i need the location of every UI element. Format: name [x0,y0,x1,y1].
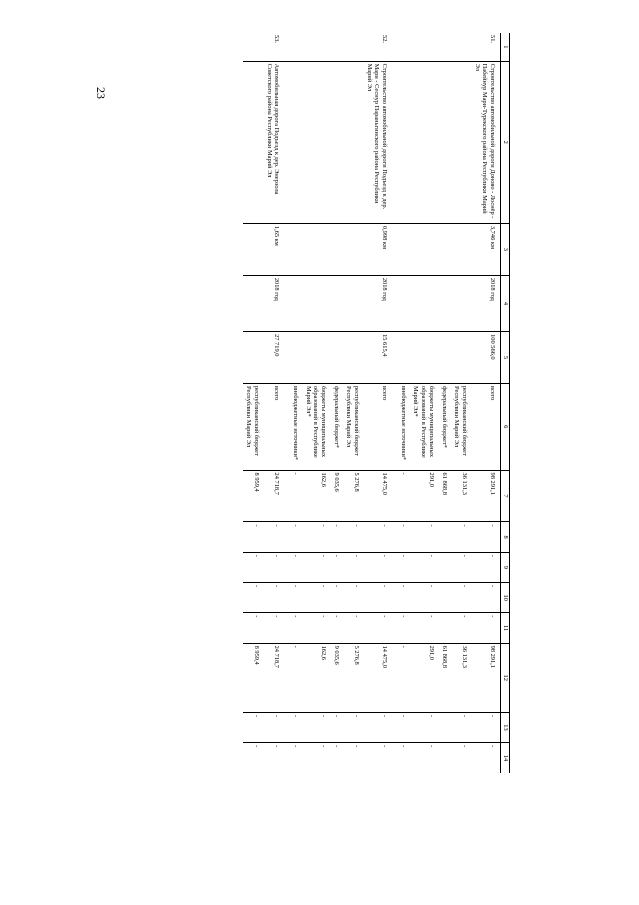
column-header-7: 7 [501,470,510,522]
table-cell-col-7: 5 276,8 [344,470,364,522]
table-cell-col-11: - [290,613,303,643]
table-row [303,33,331,773]
table-cell-col-11: - [364,613,392,643]
table-cell-col-6: внебюджетные источники* [398,383,411,470]
table-cell-col-1: 53. [264,33,284,61]
spacer-cell [392,275,398,331]
table-cell-col-6: внебюджетные источники* [290,383,303,470]
table-cell-col-12: 8 959,4 [244,643,264,712]
table-cell-col-1 [303,33,331,61]
spacer-cell [392,552,398,582]
table-cell-col-13: - [411,712,439,742]
table-cell-col-12: - [398,643,411,712]
table-cell-col-10: - [290,583,303,613]
table-cell-col-10: - [452,583,472,613]
table-cell-col-11: - [452,613,472,643]
table-cell-col-9: - [244,552,264,582]
table-cell-col-5 [398,332,411,384]
table-cell-col-2 [439,61,452,223]
table-cell-col-2 [452,61,472,223]
table-cell-col-6: федеральный бюджет* [331,383,344,470]
table-cell-col-1 [244,33,264,61]
column-header-12: 12 [501,643,510,712]
column-header-1: 1 [501,33,510,61]
table-cell-col-14: - [427,745,435,748]
table-cell-col-10: - [244,583,264,613]
table-cell-col-3 [411,223,439,275]
column-header-3: 3 [501,223,510,275]
spacer-cell [392,61,398,223]
table-row [290,33,303,773]
table-cell-col-12: 9 035,6 [331,643,344,712]
column-header-6: 6 [501,383,510,470]
table-cell-col-6: бюджеты муниципальных образований в Республике Марий Эл* [303,383,331,470]
table-cell-col-12: 24 718,7 [264,643,284,712]
table-cell-col-6: республиканский бюджет Республики Марий Эл [452,383,472,470]
table-cell-col-14: - [252,745,260,748]
spacer-cell [284,552,290,582]
table-cell-col-12: 14 475,0 [364,643,392,712]
table-cell-col-11: - [331,613,344,643]
table-cell-col-8: - [411,522,439,552]
table-cell-col-2: Строительство автомобильной дороги Доново - Лоснёр - Пабейнур Мари-Турекского района Республики Марий Эл [472,61,501,223]
table-cell-col-9: - [411,552,439,582]
table-cell-col-13: - [398,712,411,742]
table-cell-col-8: - [244,522,264,552]
spacer-cell [284,332,290,384]
table-cell-col-3 [290,223,303,275]
table-cell-col-8: - [344,522,364,552]
spacer-cell [284,33,290,61]
table-cell-col-7: 36 131,3 [452,470,472,522]
table-cell-col-11: - [411,613,439,643]
table-cell-col-2 [331,61,344,223]
table-row [244,33,264,773]
table-cell-col-14: - [332,745,340,748]
table-cell-col-13: - [264,712,284,742]
column-header-11: 11 [501,613,510,643]
table-cell-col-13 [439,712,452,742]
table-cell-col-8: - [472,522,501,552]
table-cell-col-7: 9 035,6 [331,470,344,522]
table-cell-col-14: - [273,745,281,748]
table-cell-col-3 [244,223,264,275]
table-cell-col-2 [411,61,439,223]
table-cell-col-14: - [291,745,299,748]
table-cell-col-6: республиканский бюджет Республики Марий Эл [244,383,264,470]
table-cell-col-2 [303,61,331,223]
table-cell-col-8: - [331,522,344,552]
table-cell-col-1: 51. [472,33,501,61]
spacer-cell [392,613,398,643]
spacer-cell [284,522,290,552]
table-cell-col-5 [331,332,344,384]
table-cell-col-4 [452,275,472,331]
program-table [244,33,511,773]
table-cell-col-5 [244,332,264,384]
spacer-cell [284,583,290,613]
table-cell-col-2: Автомобильная дорога Подъезд к дер. Энерзола Советского района Республики Марий Эл [264,61,284,223]
page-number: 23 [94,87,108,99]
table-cell-col-14: - [489,745,496,748]
table-cell-col-11: - [244,613,264,643]
table-cell-col-8: - [398,522,411,552]
table-cell-col-6: республиканский бюджет Республики Марий Эл [344,383,364,470]
spacer-cell [284,223,290,275]
table-cell-col-5: 15 615,4 [364,332,392,384]
table-cell-col-7: 14 475,0 [364,470,392,522]
table-cell-col-1 [290,33,303,61]
table-cell-col-12: 98 291,1 [472,643,501,712]
row-spacer [284,33,290,773]
table-row [472,33,501,773]
table-cell-col-12: 291,0 [411,643,439,712]
table-cell-col-2 [244,61,264,223]
column-header-13: 13 [501,712,510,742]
table-cell-col-5 [452,332,472,384]
column-header-4: 4 [501,275,510,331]
table-cell-col-12: 61 868,8 [439,643,452,712]
table-cell-col-3 [344,223,364,275]
table-row [364,33,392,773]
table-cell-col-13: - [452,712,472,742]
table-cell-col-6: всего [472,383,501,470]
table-cell-col-10: - [303,583,331,613]
table-cell-col-14: - [399,745,407,748]
table-cell-col-1: 52. [364,33,392,61]
spacer-cell [392,522,398,552]
column-header-10: 10 [501,583,510,613]
table-cell-col-5 [303,332,331,384]
table-cell-col-6: всего [364,383,392,470]
spacer-cell [392,643,398,712]
table-cell-col-9: - [398,552,411,582]
table-cell-col-5: 27 719,0 [264,332,284,384]
spacer-cell [392,332,398,384]
table-cell-col-5 [344,332,364,384]
table-row [331,33,344,773]
table-cell-col-13: - [472,712,501,742]
table-cell-col-7: - [290,470,303,522]
spacer-cell [284,383,290,470]
table-cell-col-4: 2018 год [364,275,392,331]
table-cell-col-5: 100 566,0 [472,332,501,384]
table-cell-col-10: - [411,583,439,613]
table-cell-col-11: - [472,613,501,643]
table-cell-col-3 [439,223,452,275]
spacer-cell [392,383,398,470]
table-row [439,33,452,773]
spacer-cell [392,470,398,522]
table-cell-col-10: - [364,583,392,613]
table-cell-col-4 [290,275,303,331]
table-cell-col-3: 3,746 км [472,223,501,275]
table-cell-col-10: - [344,583,364,613]
table-cell-col-8: - [452,522,472,552]
table-cell-col-3: 1,65 км [264,223,284,275]
table-cell-col-2 [398,61,411,223]
table-cell-col-1 [452,33,472,61]
row-spacer [392,33,398,773]
table-cell-col-11 [439,613,452,643]
table-cell-col-4 [244,275,264,331]
table-cell-col-13: - [290,712,303,742]
table-cell-col-7: 8 959,4 [244,470,264,522]
table-cell-col-4: 2018 год [264,275,284,331]
table-cell-col-5 [290,332,303,384]
table-cell-col-9: - [290,552,303,582]
table-cell-col-3 [452,223,472,275]
spacer-cell [284,613,290,643]
table-cell-col-9: - [331,552,344,582]
table-cell-col-13: - [244,712,264,742]
table-cell-col-7: 162,6 [303,470,331,522]
rotated-table-sheet [110,33,510,773]
table-cell-col-14: - [460,745,468,748]
table-cell-col-11: - [398,613,411,643]
spacer-cell [284,643,290,712]
table-cell-col-14: - [353,745,361,748]
table-cell-col-10 [439,583,452,613]
column-header-2: 2 [501,61,510,223]
spacer-cell [284,712,290,742]
table-cell-col-4: 2018 год [472,275,501,331]
table-cell-col-11: - [344,613,364,643]
table-cell-col-8: - [364,522,392,552]
table-cell-col-14 [439,743,452,773]
table-cell-col-7: - [398,470,411,522]
table-cell-col-4 [303,275,331,331]
table-row [411,33,439,773]
spacer-cell [392,223,398,275]
table-cell-col-3 [303,223,331,275]
table-cell-col-4 [398,275,411,331]
table-cell-col-3 [398,223,411,275]
table-row [344,33,364,773]
table-cell-col-10: - [264,583,284,613]
spacer-cell [392,33,398,61]
table-cell-col-8: - [290,522,303,552]
spacer-cell [392,743,398,773]
table-cell-col-9 [439,552,452,582]
table-cell-col-9: - [364,552,392,582]
table-cell-col-9: - [452,552,472,582]
table-body [244,33,501,773]
table-cell-col-10: - [472,583,501,613]
table-cell-col-10: - [398,583,411,613]
table-cell-col-12: 5 276,8 [344,643,364,712]
spacer-cell [284,275,290,331]
table-cell-col-7: 98 291,1 [472,470,501,522]
table-cell-col-6: федеральный бюджет* [439,383,452,470]
table-cell-col-2: Строительство автомобильной дороги Подъезд к дер. Мари - Сеснур Параньгинского района Республики Марий Эл [364,61,392,223]
table-cell-col-1 [331,33,344,61]
column-header-8: 8 [501,522,510,552]
table-cell-col-4 [439,275,452,331]
spacer-cell [392,583,398,613]
table-cell-col-4 [331,275,344,331]
table-cell-col-9: - [303,552,331,582]
table-cell-col-5 [411,332,439,384]
table-cell-col-5 [439,332,452,384]
table-cell-col-7: 61 868,8 [439,470,452,522]
table-cell-col-13: - [303,712,331,742]
table-cell-col-1 [344,33,364,61]
table-row [398,33,411,773]
column-header-5: 5 [501,332,510,384]
column-header-9: 9 [501,552,510,582]
table-cell-col-13: - [344,712,364,742]
table-cell-col-14: - [320,745,327,748]
spacer-cell [392,712,398,742]
table-cell-col-9: - [264,552,284,582]
table-cell-col-10: - [331,583,344,613]
table-cell-col-11: - [264,613,284,643]
table-cell-col-11: - [303,613,331,643]
spacer-cell [284,61,290,223]
table-cell-col-4 [344,275,364,331]
table-cell-col-1 [411,33,439,61]
table-cell-col-4 [411,275,439,331]
table-cell-col-12: - [290,643,303,712]
table-cell-col-13: - [364,712,392,742]
table-cell-col-6: всего [264,383,284,470]
table-cell-col-2 [290,61,303,223]
table-cell-col-12: 36 131,3 [452,643,472,712]
table-cell-col-1 [398,33,411,61]
table-cell-col-9: - [472,552,501,582]
table-cell-col-12: 162,6 [303,643,331,712]
table-cell-col-7: 291,0 [411,470,439,522]
table-cell-col-9: - [344,552,364,582]
table-cell-col-2 [344,61,364,223]
table-cell-col-3 [331,223,344,275]
table-cell-col-8: - [303,522,331,552]
table-cell-col-6: бюджеты муниципальных образований в Республике Марий Эл* [411,383,439,470]
table-cell-col-3: 0,998 км [364,223,392,275]
table-header-row [501,33,510,773]
column-header-14: 14 [501,743,510,773]
table-cell-col-8: - [264,522,284,552]
table-cell-col-1 [439,33,452,61]
table-cell-col-7: 24 718,7 [264,470,284,522]
table-cell-col-8 [439,522,452,552]
table-cell-col-13: - [331,712,344,742]
spacer-cell [284,470,290,522]
table-row [452,33,472,773]
table-row [264,33,284,773]
spacer-cell [284,743,290,773]
table-cell-col-14: - [381,745,389,748]
